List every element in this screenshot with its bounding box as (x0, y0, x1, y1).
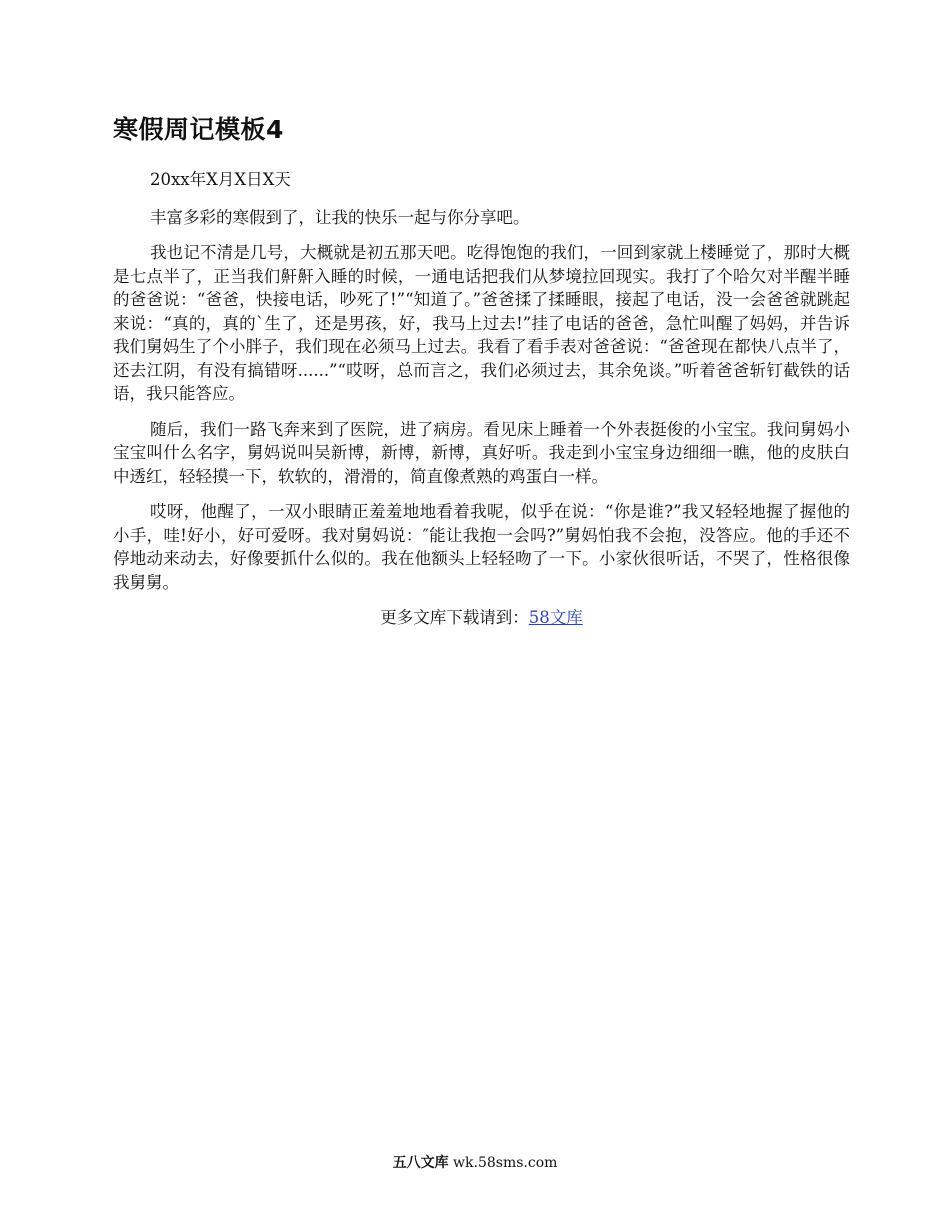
paragraph-intro: 丰富多彩的寒假到了，让我的快乐一起与你分享吧。 (150, 207, 530, 227)
more-downloads-prefix: 更多文库下载请到： (380, 608, 529, 627)
document-page (113, 110, 850, 630)
paragraph-phone-call: 我也记不清是几号，大概就是初五那天吧。吃得饱饱的我们，一回到家就上楼睡觉了，那时大概是七点半了，正当我们鼾鼾入睡的时候，一通电话把我们从梦境拉回现实。我打了个哈欠对半醒半睡的爸爸说：“爸爸，快接电话，吵死了!”“知道了。”爸爸揉了揉睡眼，接起了电话，没一会爸爸就跳起来说：“真的，真的`生了，还是男孩，好，我马上过去!”挂了电话的爸爸，急忙叫醒了妈妈，并告诉我们舅妈生了个小胖子，我们现在必须马上过去。我看了看手表对爸爸说：“爸爸现在都快八点半了，还去江阴，有没有搞错呀......”“哎呀，总而言之，我们必须过去，其余免谈。”听着爸爸斩钉截铁的话语，我只能答应。 (113, 243, 850, 403)
date-line: 20xx年X月X日X天 (150, 170, 291, 189)
more-downloads-line (113, 606, 850, 630)
footer-brand: 五八文库 (392, 1155, 449, 1171)
page-footer (0, 1153, 950, 1173)
footer-site: wk.58sms.com (453, 1155, 558, 1171)
document-title: 寒假周记模板4 (113, 115, 284, 144)
paragraph-baby-awake: 哎呀，他醒了，一双小眼睛正羞羞地地看着我呢，似乎在说：“你是谁?”我又轻轻地握了握他的小手，哇!好小，好可爱呀。我对舅妈说：″能让我抱一会吗?”舅妈怕我不会抱，没答应。他的手还不停地动来动去，好像要抓什么似的。我在他额头上轻轻吻了一下。小家伙很听话，不哭了，性格很像我舅舅。 (113, 502, 850, 592)
wenku-link[interactable]: 58文库 (528, 608, 583, 627)
paragraph-hospital: 随后，我们一路飞奔来到了医院，进了病房。看见床上睡着一个外表挺俊的小宝宝。我问舅妈小宝宝叫什么名字，舅妈说叫吴新博，新博，新博，真好听。我走到小宝宝身边细细一瞧，他的皮肤白中透红，轻轻摸一下，软软的，滑滑的，简直像煮熟的鸡蛋白一样。 (113, 419, 850, 486)
